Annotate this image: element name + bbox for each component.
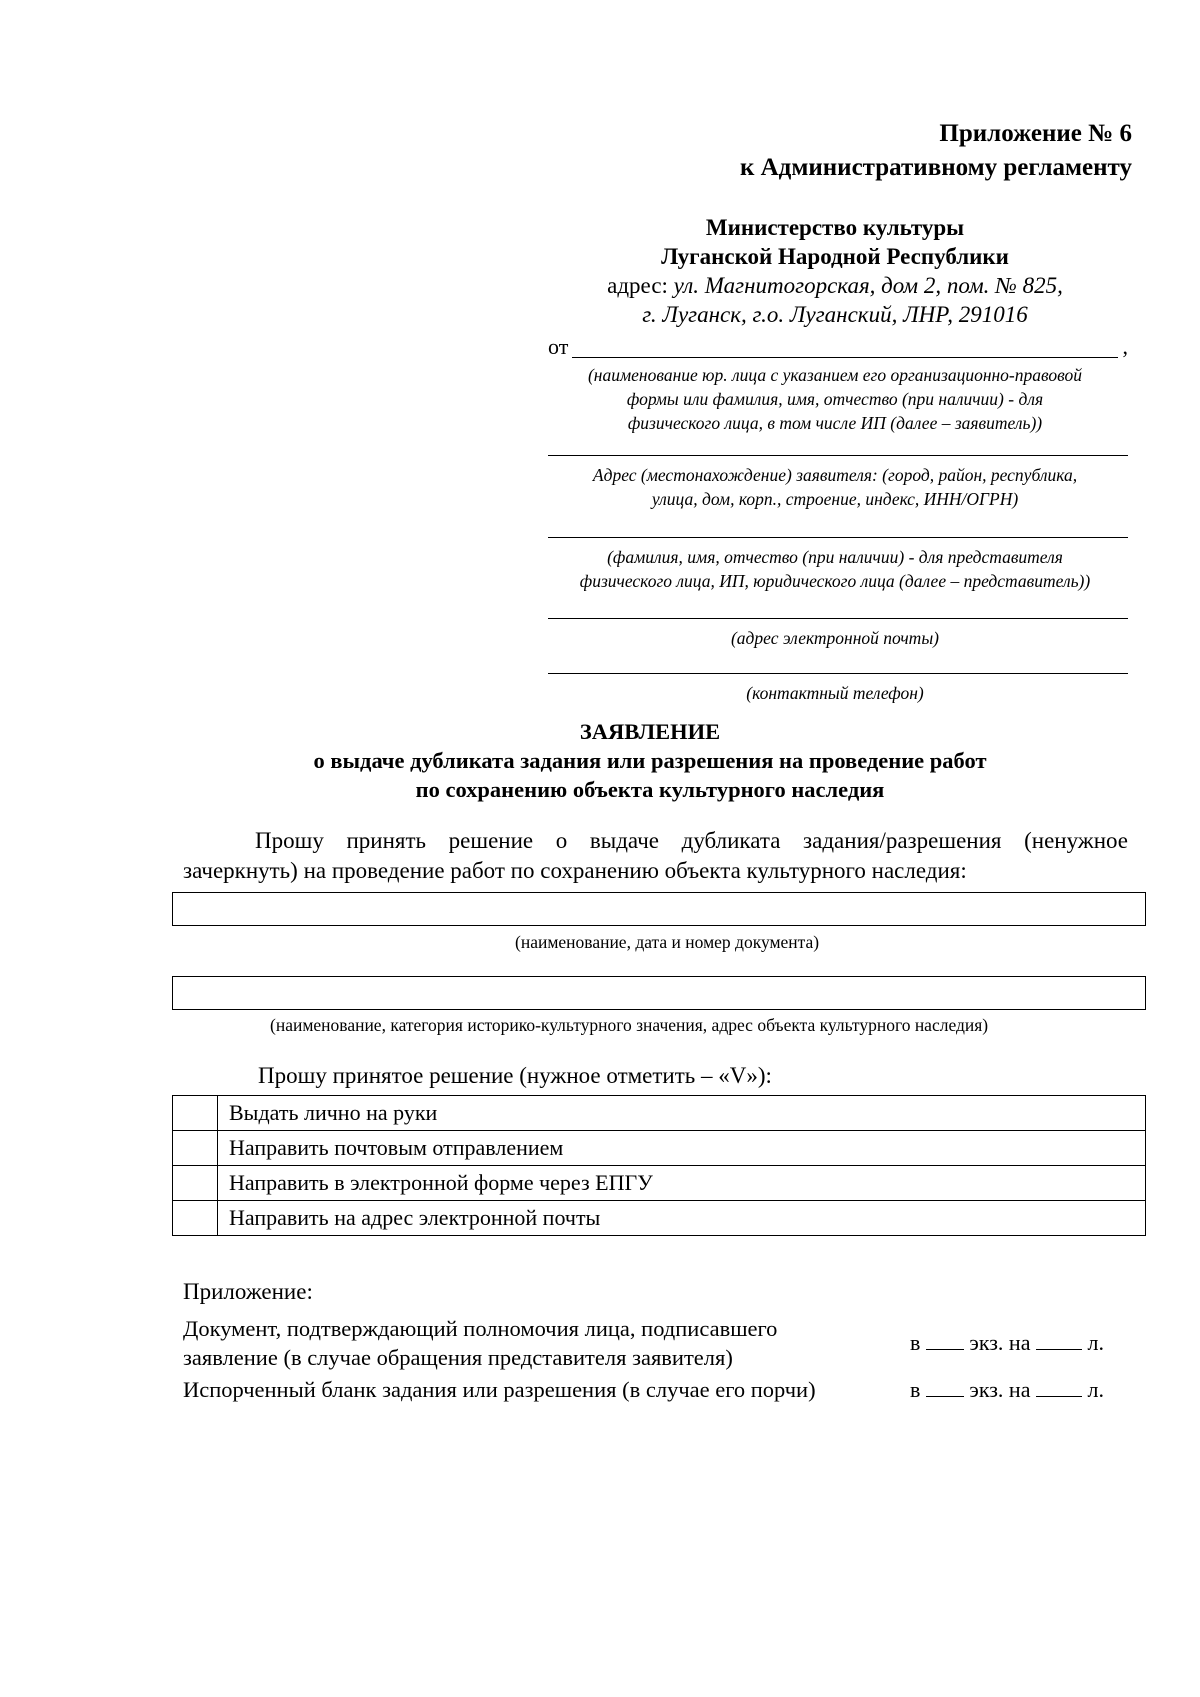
recipient-address-line2: г. Луганск, г.о. Луганский, ЛНР, 291016 bbox=[642, 302, 1028, 327]
option-checkbox[interactable] bbox=[173, 1201, 218, 1236]
document-caption: (наименование, дата и номер документа) bbox=[515, 932, 820, 952]
email-hint: (адрес электронной почты) bbox=[730, 628, 940, 648]
hint-line: (фамилия, имя, отчество (при наличии) - для представителя bbox=[607, 547, 1063, 567]
in-label: в bbox=[910, 1330, 921, 1355]
sheets-label: л. bbox=[1087, 1377, 1104, 1402]
copies-field[interactable] bbox=[926, 1378, 964, 1397]
option-label: Направить в электронной форме через ЕПГУ bbox=[218, 1166, 1146, 1201]
title-line2: о выдаче дубликата задания или разрешения на проведение работ bbox=[313, 748, 987, 773]
hint-line: улица, дом, корп., строение, индекс, ИНН/ОГРН) bbox=[651, 489, 1019, 509]
address-label: адрес: bbox=[607, 273, 674, 298]
attachment-count bbox=[910, 1375, 1130, 1404]
option-label: Направить почтовым отправлением bbox=[218, 1131, 1146, 1166]
attachment-item-authority bbox=[183, 1314, 1128, 1374]
decision-prompt: Прошу принятое решение (нужное отметить – «V»): bbox=[258, 1063, 772, 1088]
sheets-field[interactable] bbox=[1036, 1378, 1082, 1397]
attachment-item-spoiled-form bbox=[183, 1375, 1128, 1407]
email-field[interactable] bbox=[548, 618, 1128, 619]
attachment-count bbox=[910, 1328, 1130, 1357]
copies-label: экз. на bbox=[969, 1377, 1031, 1402]
option-checkbox[interactable] bbox=[173, 1166, 218, 1201]
recipient-line2: Луганской Народной Республики bbox=[661, 244, 1009, 269]
phone-field[interactable] bbox=[548, 673, 1128, 674]
decision-options-table bbox=[172, 1095, 1146, 1236]
sheets-label: л. bbox=[1087, 1330, 1104, 1355]
copies-field[interactable] bbox=[926, 1331, 964, 1350]
applicant-address-field[interactable] bbox=[548, 455, 1128, 456]
option-row bbox=[173, 1131, 1146, 1166]
appendix-reference: к Административному регламенту bbox=[739, 154, 1132, 181]
applicant-name-field[interactable] bbox=[572, 357, 1118, 358]
option-row bbox=[173, 1166, 1146, 1201]
request-line1: Прошу принять решение о выдаче дубликата задания/разрешения (ненужное bbox=[255, 828, 1128, 853]
attachment-desc-line: Испорченный бланк задания или разрешения (в случае его порчи) bbox=[183, 1377, 816, 1402]
attachments-title: Приложение: bbox=[183, 1279, 313, 1304]
from-comma: , bbox=[1122, 334, 1128, 359]
option-label: Направить на адрес электронной почты bbox=[218, 1201, 1146, 1236]
hint-line: (наименование юр. лица с указанием его организационно-правовой bbox=[587, 365, 1082, 385]
address-value-1: ул. Магнитогорская, дом 2, пом. № 825, bbox=[673, 273, 1063, 298]
applicant-name-hint bbox=[540, 363, 1130, 435]
hint-line: формы или фамилия, имя, отчество (при наличии) - для bbox=[626, 389, 1044, 409]
request-paragraph bbox=[183, 826, 1128, 886]
hint-line: физического лица, ИП, юридического лица (далее – представитель)) bbox=[579, 571, 1091, 591]
option-checkbox[interactable] bbox=[173, 1096, 218, 1131]
representative-field[interactable] bbox=[548, 537, 1128, 538]
from-label: от bbox=[548, 334, 569, 359]
attachment-desc-line: Документ, подтверждающий полномочия лица, подписавшего bbox=[183, 1316, 778, 1341]
option-checkbox[interactable] bbox=[173, 1131, 218, 1166]
object-field[interactable] bbox=[172, 976, 1146, 1010]
representative-hint bbox=[540, 545, 1130, 593]
copies-label: экз. на bbox=[969, 1330, 1031, 1355]
appendix-number: Приложение № 6 bbox=[939, 120, 1132, 147]
hint-line: Адрес (местонахождение) заявителя: (город, район, республика, bbox=[592, 465, 1078, 485]
phone-hint: (контактный телефон) bbox=[746, 683, 924, 703]
recipient-line1: Министерство культуры bbox=[705, 215, 965, 240]
recipient-address-line1 bbox=[540, 271, 1130, 300]
title-line3: по сохранению объекта культурного наследия bbox=[415, 777, 885, 802]
hint-line: физического лица, в том числе ИП (далее – заявитель)) bbox=[627, 413, 1043, 433]
attachment-desc-line: заявление (в случае обращения представителя заявителя) bbox=[183, 1345, 733, 1370]
document-field[interactable] bbox=[172, 892, 1146, 926]
request-line2: зачеркнуть) на проведение работ по сохранению объекта культурного наследия: bbox=[183, 858, 967, 883]
attachment-description bbox=[183, 1314, 873, 1372]
in-label: в bbox=[910, 1377, 921, 1402]
applicant-address-hint bbox=[540, 463, 1130, 511]
option-row bbox=[173, 1096, 1146, 1131]
option-row bbox=[173, 1201, 1146, 1236]
recipient-block bbox=[540, 213, 1130, 329]
appendix-header bbox=[740, 117, 1132, 185]
attachment-description bbox=[183, 1375, 873, 1404]
sheets-field[interactable] bbox=[1036, 1331, 1082, 1350]
option-label: Выдать лично на руки bbox=[218, 1096, 1146, 1131]
title-line1: ЗАЯВЛЕНИЕ bbox=[579, 719, 721, 744]
object-caption: (наименование, категория историко-культурного значения, адрес объекта культурного наследия) bbox=[270, 1015, 989, 1035]
document-title bbox=[170, 717, 1130, 804]
applicant-from-row bbox=[548, 334, 1128, 362]
